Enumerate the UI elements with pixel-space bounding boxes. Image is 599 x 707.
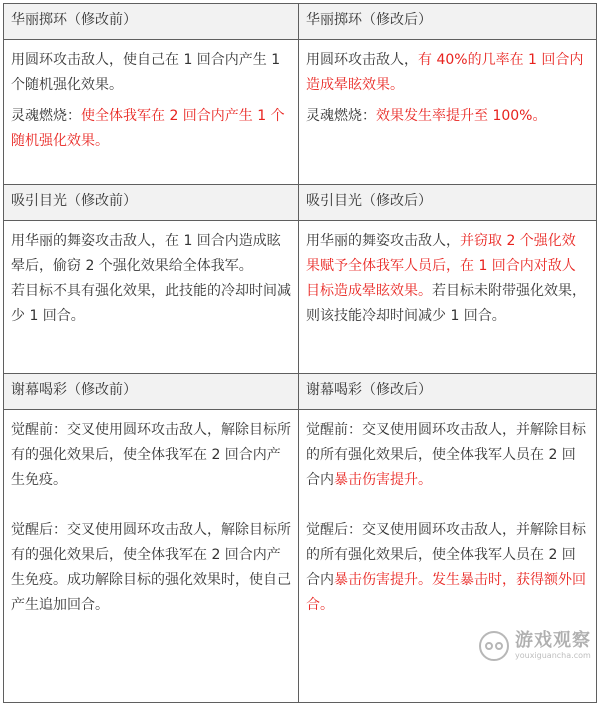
header-cell-before: 谢幕喝彩（修改前） [4,374,299,410]
highlight-text: 使全体我军在 2 回合内产生 1 个随机强化效果。 [11,108,285,149]
cell-before [4,410,299,703]
paragraph: 觉醒前：交叉使用圆环攻击敌人，并解除目标的所有强化效果后，使全体我军人员在 2 回合内暴击伤害提升。 [306,422,586,488]
watermark-text [515,631,591,661]
table-header-row [4,185,597,221]
header-cell-before: 华丽掷环（修改前） [4,4,299,40]
highlight-text: 暴击伤害提升。发生暴击时，获得额外回合。 [306,572,586,613]
table-header-row [4,4,597,40]
eyes-logo-icon [479,631,509,661]
highlight-text: 并窃取 2 个强化效果赋予全体我军人员后，在 1 回合内对敌人目标造成晕眩效果。 [306,233,576,299]
watermark-cn: 游戏观察 [515,630,591,651]
table-body-row [4,221,597,374]
paragraph: 若目标不具有强化效果，此技能的冷却时间减少 1 回合。 [11,283,291,324]
paragraph: 用华丽的舞姿攻击敌人，在 1 回合内造成眩晕后，偷窃 2 个强化效果给全体我军。 [11,233,281,274]
cell-before [4,221,299,374]
cell-after [299,40,597,185]
cell-after [299,221,597,374]
paragraph: 觉醒后：交叉使用圆环攻击敌人，并解除目标的所有强化效果后，使全体我军人员在 2 回合内暴击伤害提升。发生暴击时，获得额外回合。 [306,522,586,613]
cell-before [4,40,299,185]
paragraph: 觉醒前：交叉使用圆环攻击敌人，解除目标所有的强化效果后，使全体我军在 2 回合内产生免疫。 [11,422,291,488]
paragraph: 用华丽的舞姿攻击敌人，并窃取 2 个强化效果赋予全体我军人员后，在 1 回合内对敌人目标造成晕眩效果。若目标未附带强化效果，则该技能冷却时间减少 1 回合。 [306,233,586,324]
paragraph: 用圆环攻击敌人，使自己在 1 回合内产生 1 个随机强化效果。 [11,52,281,93]
skill-comparison-table [3,3,597,703]
header-cell-before: 吸引目光（修改前） [4,185,299,221]
paragraph: 觉醒后：交叉使用圆环攻击敌人，解除目标所有的强化效果后，使全体我军在 2 回合内产生免疫。成功解除目标的强化效果时，使自己产生追加回合。 [11,522,291,613]
highlight-text: 有 40%的几率在 1 回合内造成晕眩效果。 [306,52,584,93]
paragraph: 灵魂燃烧：效果发生率提升至 100%。 [306,108,547,124]
table-header-row [4,374,597,410]
paragraph: 用圆环攻击敌人，有 40%的几率在 1 回合内造成晕眩效果。 [306,52,584,93]
header-cell-after: 华丽掷环（修改后） [299,4,597,40]
watermark [479,631,591,661]
header-cell-after: 谢幕喝彩（修改后） [299,374,597,410]
watermark-en: youxiguancha.com [515,651,591,660]
header-cell-after: 吸引目光（修改后） [299,185,597,221]
highlight-text: 暴击伤害提升。 [334,472,432,488]
table-body-row [4,40,597,185]
paragraph: 灵魂燃烧：使全体我军在 2 回合内产生 1 个随机强化效果。 [11,108,285,149]
highlight-text: 效果发生率提升至 100%。 [376,108,547,124]
